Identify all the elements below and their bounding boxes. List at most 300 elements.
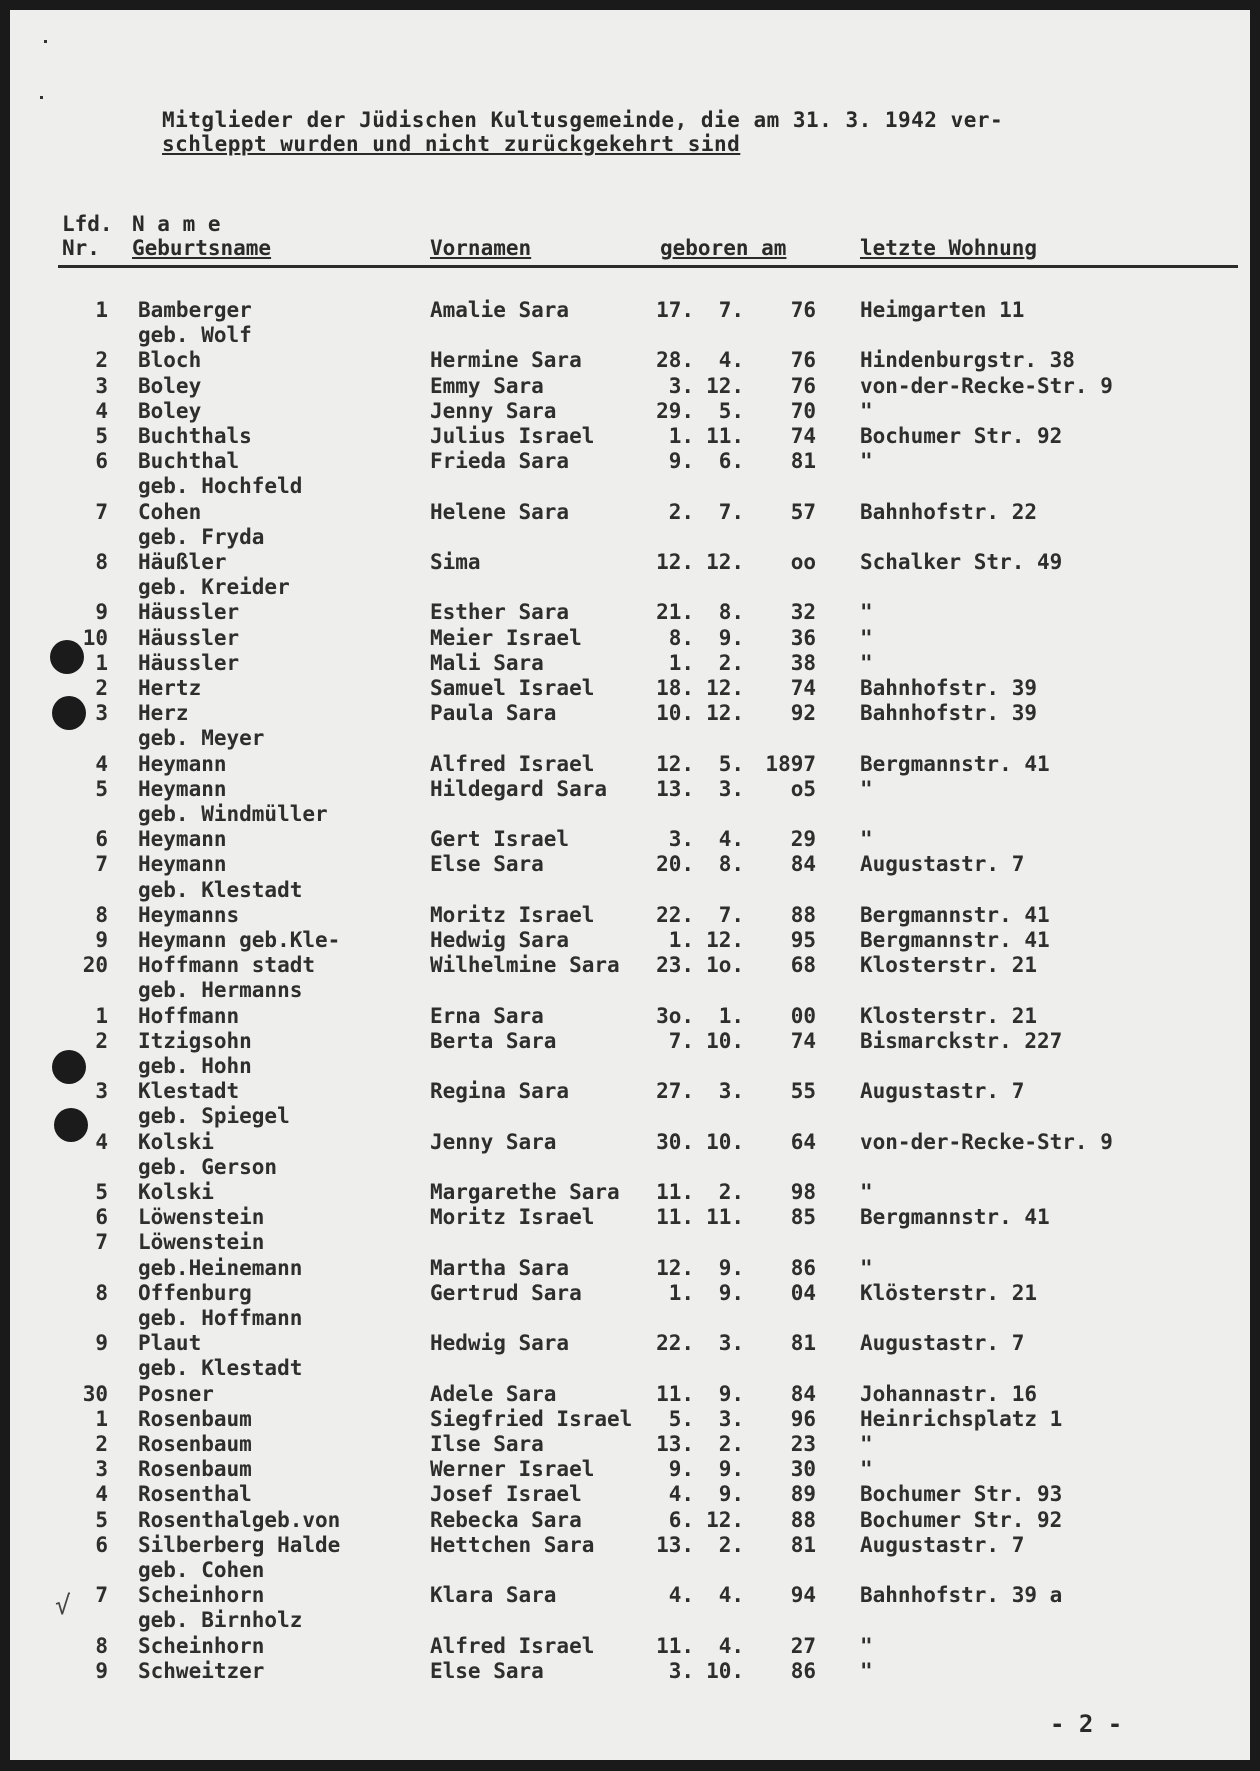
row-vornamen: Siegfried Israel xyxy=(430,1407,633,1431)
row-birth-month: 9. xyxy=(718,1382,744,1406)
table-row xyxy=(10,525,1250,550)
row-birth-day: 3. xyxy=(668,827,694,851)
margin-check-mark: √ xyxy=(55,1591,71,1621)
row-birth-month: 12. xyxy=(706,928,744,952)
row-birth-year: 81 xyxy=(790,1533,816,1557)
row-birth-year: 84 xyxy=(790,1382,816,1406)
row-birth-year: 74 xyxy=(790,1029,816,1053)
row-birth-month: 8. xyxy=(718,852,744,876)
row-vornamen: Helene Sara xyxy=(430,500,570,524)
row-number: 6 xyxy=(95,1205,108,1229)
row-number: 9 xyxy=(95,928,108,952)
row-birth-month: 2. xyxy=(718,1180,744,1204)
row-birth-month: 1o. xyxy=(706,953,744,977)
table-row xyxy=(10,1054,1250,1079)
table-row xyxy=(10,1533,1250,1558)
row-address: Augustastr. 7 xyxy=(860,1331,1025,1355)
table-row xyxy=(10,1634,1250,1659)
row-vornamen: Berta Sara xyxy=(430,1029,557,1053)
row-vornamen: Gert Israel xyxy=(430,827,570,851)
row-name: Hoffmann stadt xyxy=(138,953,316,977)
row-vornamen: Else Sara xyxy=(430,852,544,876)
row-vornamen: Wilhelmine Sara xyxy=(430,953,620,977)
row-vornamen: Josef Israel xyxy=(430,1482,582,1506)
row-birth-month: 12. xyxy=(706,550,744,574)
row-name: Klestadt xyxy=(138,1079,240,1103)
table-row xyxy=(10,852,1250,877)
row-name: Buchthals xyxy=(138,424,252,448)
row-birth-year: 86 xyxy=(790,1256,816,1280)
row-birth-day: 1. xyxy=(668,651,694,675)
row-birth-month: 4. xyxy=(718,1634,744,1658)
row-number: 7 xyxy=(95,1230,108,1254)
row-birth-day: 20. xyxy=(656,852,694,876)
table-row xyxy=(10,348,1250,373)
row-birth-day: 12. xyxy=(656,550,694,574)
row-birth-month: 12. xyxy=(706,1508,744,1532)
table-row xyxy=(10,1356,1250,1381)
row-birth-year: 89 xyxy=(790,1482,816,1506)
row-address: Bahnhofstr. 22 xyxy=(860,500,1038,524)
table-row xyxy=(10,802,1250,827)
row-name: Heymann xyxy=(138,752,227,776)
table-row xyxy=(10,1558,1250,1583)
table-row xyxy=(10,1281,1250,1306)
row-birth-day: 1. xyxy=(668,928,694,952)
row-birth-day: 5. xyxy=(668,1407,694,1431)
row-name: geb. Meyer xyxy=(138,726,265,750)
row-birth-day: 11. xyxy=(656,1205,694,1229)
row-address: " xyxy=(860,600,873,624)
row-number: 5 xyxy=(95,1180,108,1204)
row-address: Bergmannstr. 41 xyxy=(860,752,1050,776)
row-address: Bergmannstr. 41 xyxy=(860,903,1050,927)
row-vornamen: Martha Sara xyxy=(430,1256,570,1280)
row-birth-day: 3. xyxy=(668,1659,694,1683)
row-name: Häußler xyxy=(138,550,227,574)
row-name: geb. Hohn xyxy=(138,1054,252,1078)
row-birth-year: oo xyxy=(790,550,816,574)
row-birth-month: 3. xyxy=(718,1331,744,1355)
row-vornamen: Erna Sara xyxy=(430,1004,544,1028)
row-birth-year: 95 xyxy=(790,928,816,952)
row-birth-month: 6. xyxy=(718,449,744,473)
binder-hole xyxy=(52,696,86,730)
row-birth-year: 30 xyxy=(790,1457,816,1481)
row-name: Heymann xyxy=(138,827,227,851)
row-birth-year: 88 xyxy=(790,903,816,927)
row-name: Boley xyxy=(138,399,202,423)
row-birth-day: 10. xyxy=(656,701,694,725)
row-name: geb. Windmüller xyxy=(138,802,328,826)
row-number: 8 xyxy=(95,1634,108,1658)
row-vornamen: Hermine Sara xyxy=(430,348,582,372)
row-birth-month: 9. xyxy=(718,626,744,650)
row-vornamen: Mali Sara xyxy=(430,651,544,675)
row-birth-year: 92 xyxy=(790,701,816,725)
row-address: Bochumer Str. 92 xyxy=(860,424,1063,448)
row-name: Heymann xyxy=(138,852,227,876)
row-number: 6 xyxy=(95,1533,108,1557)
row-name: Löwenstein xyxy=(138,1230,265,1254)
row-address: Bergmannstr. 41 xyxy=(860,1205,1050,1229)
row-birth-year: 70 xyxy=(790,399,816,423)
row-name: geb. Birnholz xyxy=(138,1608,303,1632)
table-row xyxy=(10,449,1250,474)
row-birth-day: 11. xyxy=(656,1634,694,1658)
row-address: " xyxy=(860,449,873,473)
row-vornamen: Frieda Sara xyxy=(430,449,570,473)
row-address: " xyxy=(860,1432,873,1456)
row-vornamen: Hedwig Sara xyxy=(430,928,570,952)
row-name: Rosenbaum xyxy=(138,1407,252,1431)
row-vornamen: Werner Israel xyxy=(430,1457,595,1481)
row-address: Bismarckstr. 227 xyxy=(860,1029,1063,1053)
row-name: Heymann geb.Kle- xyxy=(138,928,341,952)
row-number: 1 xyxy=(95,298,108,322)
row-number: 4 xyxy=(95,752,108,776)
row-number: 9 xyxy=(95,1331,108,1355)
row-address: Augustastr. 7 xyxy=(860,1079,1025,1103)
row-birth-year: 55 xyxy=(790,1079,816,1103)
row-number: 3 xyxy=(95,701,108,725)
row-address: Augustastr. 7 xyxy=(860,852,1025,876)
row-birth-month: 3. xyxy=(718,777,744,801)
row-birth-day: 7. xyxy=(668,1029,694,1053)
row-name: Löwenstein xyxy=(138,1205,265,1229)
col-header-geboren: geboren am xyxy=(660,236,787,260)
row-birth-month: 7. xyxy=(718,903,744,927)
table-row xyxy=(10,827,1250,852)
col-header-wohnung: letzte Wohnung xyxy=(860,236,1038,260)
row-address: " xyxy=(860,1457,873,1481)
row-name: Scheinhorn xyxy=(138,1583,265,1607)
row-address: " xyxy=(860,651,873,675)
row-address: Augustastr. 7 xyxy=(860,1533,1025,1557)
table-row xyxy=(10,323,1250,348)
row-name: Bloch xyxy=(138,348,202,372)
row-birth-day: 8. xyxy=(668,626,694,650)
row-name: Rosenthalgeb.von xyxy=(138,1508,341,1532)
row-birth-year: 76 xyxy=(790,374,816,398)
row-birth-year: 32 xyxy=(790,600,816,624)
row-birth-month: 9. xyxy=(718,1281,744,1305)
table-row xyxy=(10,1256,1250,1281)
table-row xyxy=(10,550,1250,575)
document-title-line2: schleppt wurden und nicht zurückgekehrt sind xyxy=(162,132,741,156)
row-name: geb. Fryda xyxy=(138,525,265,549)
row-number: 7 xyxy=(95,1583,108,1607)
table-row xyxy=(10,1659,1250,1684)
document-title-line1: Mitglieder der Jüdischen Kultusgemeinde, die am 31. 3. 1942 ver- xyxy=(162,108,1004,132)
paper-speck xyxy=(44,40,47,43)
row-name: Häussler xyxy=(138,651,240,675)
row-name: Rosenbaum xyxy=(138,1432,252,1456)
document-page xyxy=(10,10,1250,1760)
row-birth-day: 22. xyxy=(656,1331,694,1355)
row-number: 4 xyxy=(95,1482,108,1506)
table-row xyxy=(10,878,1250,903)
table-row xyxy=(10,424,1250,449)
row-birth-day: 11. xyxy=(656,1382,694,1406)
row-birth-month: 10. xyxy=(706,1659,744,1683)
row-vornamen: Gertrud Sara xyxy=(430,1281,582,1305)
table-row xyxy=(10,928,1250,953)
row-birth-month: 9. xyxy=(718,1482,744,1506)
table-row xyxy=(10,1407,1250,1432)
row-birth-month: 4. xyxy=(718,348,744,372)
row-birth-month: 5. xyxy=(718,752,744,776)
row-birth-year: 96 xyxy=(790,1407,816,1431)
row-number: 8 xyxy=(95,903,108,927)
row-birth-year: 84 xyxy=(790,852,816,876)
row-birth-day: 3o. xyxy=(656,1004,694,1028)
row-name: geb. Klestadt xyxy=(138,878,303,902)
row-birth-month: 7. xyxy=(718,500,744,524)
row-vornamen: Ilse Sara xyxy=(430,1432,544,1456)
table-row xyxy=(10,903,1250,928)
row-birth-year: 00 xyxy=(790,1004,816,1028)
row-vornamen: Klara Sara xyxy=(430,1583,557,1607)
row-number: 5 xyxy=(95,424,108,448)
row-birth-day: 18. xyxy=(656,676,694,700)
row-vornamen: Adele Sara xyxy=(430,1382,557,1406)
row-birth-year: 27 xyxy=(790,1634,816,1658)
row-vornamen: Margarethe Sara xyxy=(430,1180,620,1204)
row-name: geb. Wolf xyxy=(138,323,252,347)
row-birth-month: 5. xyxy=(718,399,744,423)
row-number: 8 xyxy=(95,1281,108,1305)
table-row xyxy=(10,1205,1250,1230)
row-address: Heinrichsplatz 1 xyxy=(860,1407,1063,1431)
row-birth-year: 85 xyxy=(790,1205,816,1229)
row-birth-day: 11. xyxy=(656,1180,694,1204)
row-birth-year: 57 xyxy=(790,500,816,524)
row-birth-month: 11. xyxy=(706,424,744,448)
row-address: Bergmannstr. 41 xyxy=(860,928,1050,952)
table-row xyxy=(10,626,1250,651)
table-row xyxy=(10,978,1250,1003)
row-number: 2 xyxy=(95,348,108,372)
row-birth-day: 4. xyxy=(668,1583,694,1607)
row-vornamen: Amalie Sara xyxy=(430,298,570,322)
row-name: geb. Gerson xyxy=(138,1155,278,1179)
row-vornamen: Else Sara xyxy=(430,1659,544,1683)
row-birth-day: 4. xyxy=(668,1482,694,1506)
table-row xyxy=(10,1155,1250,1180)
row-name: Rosenthal xyxy=(138,1482,252,1506)
header-rule xyxy=(58,265,1238,268)
row-birth-year: 04 xyxy=(790,1281,816,1305)
row-vornamen: Hildegard Sara xyxy=(430,777,608,801)
row-birth-day: 1. xyxy=(668,424,694,448)
row-birth-day: 12. xyxy=(656,1256,694,1280)
row-birth-day: 9. xyxy=(668,449,694,473)
table-row xyxy=(10,1508,1250,1533)
row-vornamen: Paula Sara xyxy=(430,701,557,725)
table-row xyxy=(10,1331,1250,1356)
row-birth-month: 4. xyxy=(718,1583,744,1607)
row-birth-year: 86 xyxy=(790,1659,816,1683)
row-name: Rosenbaum xyxy=(138,1457,252,1481)
row-birth-year: 76 xyxy=(790,348,816,372)
row-number: 7 xyxy=(95,852,108,876)
row-birth-month: 4. xyxy=(718,827,744,851)
row-birth-year: 76 xyxy=(790,298,816,322)
row-birth-day: 21. xyxy=(656,600,694,624)
table-row xyxy=(10,726,1250,751)
row-birth-day: 27. xyxy=(656,1079,694,1103)
row-birth-month: 2. xyxy=(718,1432,744,1456)
row-number: 6 xyxy=(95,449,108,473)
row-birth-day: 29. xyxy=(656,399,694,423)
row-vornamen: Sima xyxy=(430,550,481,574)
table-row xyxy=(10,1432,1250,1457)
row-birth-year: 38 xyxy=(790,651,816,675)
row-birth-month: 2. xyxy=(718,651,744,675)
row-birth-year: 23 xyxy=(790,1432,816,1456)
row-birth-day: 3. xyxy=(668,374,694,398)
row-birth-month: 10. xyxy=(706,1130,744,1154)
row-birth-day: 6. xyxy=(668,1508,694,1532)
row-name: geb. Hochfeld xyxy=(138,474,303,498)
table-row xyxy=(10,1583,1250,1608)
row-birth-day: 13. xyxy=(656,777,694,801)
table-row xyxy=(10,374,1250,399)
table-row xyxy=(10,1306,1250,1331)
row-birth-month: 9. xyxy=(718,1256,744,1280)
row-address: Klösterstr. 21 xyxy=(860,1281,1038,1305)
row-vornamen: Jenny Sara xyxy=(430,1130,557,1154)
row-vornamen: Meier Israel xyxy=(430,626,582,650)
row-birth-month: 3. xyxy=(718,1079,744,1103)
row-birth-year: 81 xyxy=(790,1331,816,1355)
table-row xyxy=(10,600,1250,625)
row-name: geb.Heinemann xyxy=(138,1256,303,1280)
row-number: 3 xyxy=(95,1457,108,1481)
row-birth-day: 23. xyxy=(656,953,694,977)
row-name: Heymann xyxy=(138,777,227,801)
row-birth-month: 11. xyxy=(706,1205,744,1229)
table-row xyxy=(10,474,1250,499)
row-birth-year: 68 xyxy=(790,953,816,977)
row-birth-year: 74 xyxy=(790,424,816,448)
row-birth-year: 88 xyxy=(790,1508,816,1532)
page-number: - 2 - xyxy=(1050,1710,1123,1738)
row-address: Bochumer Str. 92 xyxy=(860,1508,1063,1532)
row-birth-year: 29 xyxy=(790,827,816,851)
row-number: 9 xyxy=(95,1659,108,1683)
row-birth-day: 22. xyxy=(656,903,694,927)
row-birth-day: 13. xyxy=(656,1533,694,1557)
row-name: geb. Spiegel xyxy=(138,1104,290,1128)
row-number: 5 xyxy=(95,777,108,801)
row-address: " xyxy=(860,1659,873,1683)
paper-speck xyxy=(40,96,43,99)
row-vornamen: Alfred Israel xyxy=(430,1634,595,1658)
row-vornamen: Regina Sara xyxy=(430,1079,570,1103)
row-address: Bahnhofstr. 39 xyxy=(860,701,1038,725)
row-birth-year: o5 xyxy=(790,777,816,801)
row-name: Cohen xyxy=(138,500,202,524)
row-address: Hindenburgstr. 38 xyxy=(860,348,1075,372)
table-row xyxy=(10,777,1250,802)
row-number: 6 xyxy=(95,827,108,851)
row-name: Häussler xyxy=(138,626,240,650)
row-name: Silberberg Halde xyxy=(138,1533,341,1557)
row-name: Posner xyxy=(138,1382,214,1406)
row-address: " xyxy=(860,827,873,851)
row-address: " xyxy=(860,1180,873,1204)
row-birth-day: 2. xyxy=(668,500,694,524)
row-vornamen: Esther Sara xyxy=(430,600,570,624)
row-name: Scheinhorn xyxy=(138,1634,265,1658)
row-number: 3 xyxy=(95,374,108,398)
col-header-geburtsname: Geburtsname xyxy=(132,236,272,260)
row-vornamen: Rebecka Sara xyxy=(430,1508,582,1532)
binder-hole xyxy=(52,1050,86,1084)
row-birth-month: 12. xyxy=(706,676,744,700)
col-header-name: N a m e xyxy=(132,212,221,236)
row-birth-day: 12. xyxy=(656,752,694,776)
row-birth-day: 28. xyxy=(656,348,694,372)
table-row xyxy=(10,651,1250,676)
row-name: geb. Klestadt xyxy=(138,1356,303,1380)
row-name: geb. Kreider xyxy=(138,575,290,599)
row-address: Bochumer Str. 93 xyxy=(860,1482,1063,1506)
row-vornamen: Jenny Sara xyxy=(430,399,557,423)
row-birth-year: 98 xyxy=(790,1180,816,1204)
binder-hole xyxy=(54,1108,88,1142)
row-address: Bahnhofstr. 39 a xyxy=(860,1583,1063,1607)
row-name: geb. Hermanns xyxy=(138,978,303,1002)
row-birth-month: 8. xyxy=(718,600,744,624)
table-row xyxy=(10,500,1250,525)
row-birth-year: 64 xyxy=(790,1130,816,1154)
binder-hole xyxy=(50,640,84,674)
table-row xyxy=(10,298,1250,323)
table-row xyxy=(10,1608,1250,1633)
row-number: 30 xyxy=(82,1382,108,1406)
row-birth-month: 9. xyxy=(718,1457,744,1481)
table-row xyxy=(10,1029,1250,1054)
row-vornamen: Hettchen Sara xyxy=(430,1533,595,1557)
row-name: Hertz xyxy=(138,676,202,700)
row-birth-year: 1897 xyxy=(765,752,816,776)
row-name: Offenburg xyxy=(138,1281,252,1305)
row-birth-day: 30. xyxy=(656,1130,694,1154)
row-birth-month: 1. xyxy=(718,1004,744,1028)
row-number: 8 xyxy=(95,550,108,574)
row-vornamen: Julius Israel xyxy=(430,424,595,448)
row-name: Schweitzer xyxy=(138,1659,265,1683)
row-birth-day: 9. xyxy=(668,1457,694,1481)
row-name: geb. Hoffmann xyxy=(138,1306,303,1330)
row-name: Kolski xyxy=(138,1130,214,1154)
row-name: Boley xyxy=(138,374,202,398)
table-row xyxy=(10,575,1250,600)
table-row xyxy=(10,953,1250,978)
row-birth-year: 94 xyxy=(790,1583,816,1607)
table-row xyxy=(10,752,1250,777)
row-name: Kolski xyxy=(138,1180,214,1204)
row-birth-day: 13. xyxy=(656,1432,694,1456)
row-address: von-der-Recke-Str. 9 xyxy=(860,374,1113,398)
row-birth-year: 36 xyxy=(790,626,816,650)
row-number: 5 xyxy=(95,1508,108,1532)
row-vornamen: Emmy Sara xyxy=(430,374,544,398)
col-header-vornamen: Vornamen xyxy=(430,236,532,260)
